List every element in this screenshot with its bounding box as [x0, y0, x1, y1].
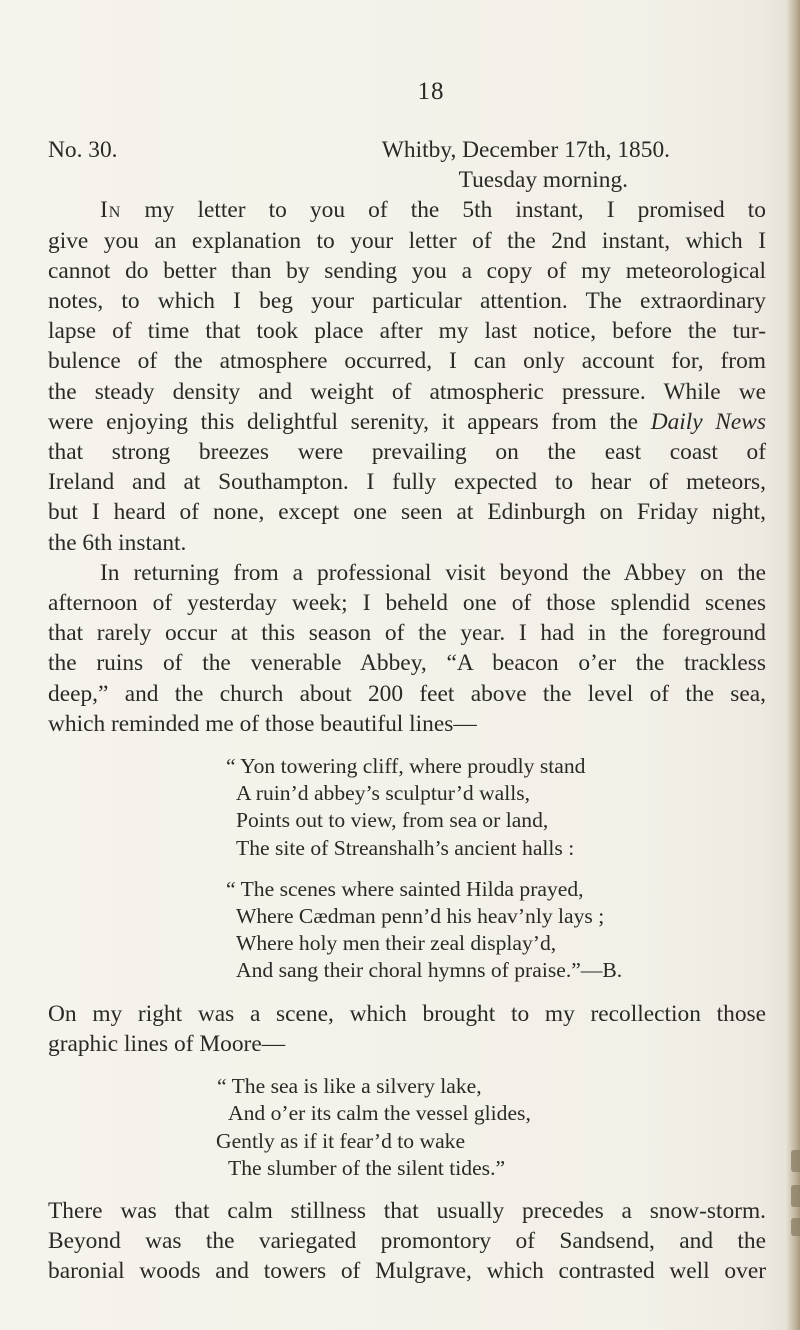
- paragraph-2: [48, 558, 766, 739]
- page-edge-shadow: [786, 0, 800, 1330]
- letter-place-date: Whitby, December 17th, 1850.: [381, 137, 670, 163]
- poem-line: The site of Streanshalh’s ancient halls :: [236, 835, 575, 860]
- letter-number: No. 30.: [48, 137, 118, 163]
- paragraph-line: baronial woods and towers of Mulgrave, which contrasted well over: [48, 1258, 766, 1285]
- paragraph-line: that strong breezes were prevailing on the east coast of: [48, 439, 766, 466]
- paragraph-line: lapse of time that took place after my last notice, before the tur-: [48, 318, 766, 345]
- page-number: 18: [417, 78, 445, 105]
- paragraph-line: Beyond was the variegated promontory of Sandsend, and the: [48, 1228, 766, 1255]
- poem-stanza-1: [48, 753, 766, 862]
- poem-line: “ The scenes where sainted Hilda prayed,: [226, 876, 584, 901]
- poem-line: And o’er its calm the vessel glides,: [228, 1101, 531, 1126]
- paragraph-line: bulence of the atmosphere occurred, I can only account for, from: [48, 348, 766, 375]
- poem-line: “ The sea is like a silvery lake,: [217, 1074, 482, 1099]
- poem-stanza-3: [48, 1073, 766, 1182]
- daily-news-title: Daily News: [650, 408, 766, 435]
- paragraph-line: In my letter to you of the 5th instant, I promised to: [100, 197, 766, 224]
- poem-stanza-2: [48, 876, 766, 985]
- edge-mark: [791, 1150, 800, 1172]
- paragraph-line: deep,” and the church about 200 feet above the level of the sea,: [48, 680, 766, 707]
- paragraph-line: the steady density and weight of atmospheric pressure. While we: [48, 378, 766, 405]
- paragraph-line: but I heard of none, except one seen at Edinburgh on Friday night,: [48, 499, 766, 526]
- paragraph-line: cannot do better than by sending you a copy of my meteorological: [48, 257, 766, 284]
- poem-line: A ruin’d abbey’s sculptur’d walls,: [236, 781, 531, 806]
- paragraph-1: [48, 195, 766, 557]
- paragraph-line: Ireland and at Southampton. I fully expected to hear of meteors,: [48, 469, 766, 496]
- paragraph-line: afternoon of yesterday week; I beheld one of those splendid scenes: [48, 590, 766, 617]
- letter-header: [48, 135, 766, 165]
- poem-line: Where holy men their zeal display’d,: [236, 931, 557, 956]
- paragraph-line: notes, to which I beg your particular attention. The extraordinary: [48, 288, 766, 315]
- poem-line: Gently as if it fear’d to wake: [216, 1128, 466, 1153]
- paragraph-3: [48, 999, 766, 1059]
- paragraph-line: the 6th instant.: [48, 529, 187, 556]
- paragraph-line: There was that calm stillness that usually precedes a snow-storm.: [48, 1197, 766, 1224]
- poem-line: Points out to view, from sea or land,: [236, 808, 549, 833]
- paragraph-line: which reminded me of those beautiful lines—: [48, 710, 477, 737]
- letter-day: Tuesday morning.: [458, 167, 628, 194]
- paragraph-line: In returning from a professional visit beyond the Abbey on the: [100, 559, 766, 586]
- edge-mark: [791, 1185, 800, 1207]
- poem-line: And sang their choral hymns of praise.”—B.: [236, 958, 623, 983]
- paragraph-line: graphic lines of Moore—: [48, 1030, 286, 1057]
- paragraph-line: were enjoying this delightful serenity, it appears from the Daily News: [48, 408, 766, 435]
- letter-body: [48, 135, 766, 1287]
- paragraph-line: the ruins of the venerable Abbey, “A beacon o’er the trackless: [48, 650, 766, 677]
- paragraph-line: give you an explanation to your letter of the 2nd instant, which I: [48, 227, 766, 254]
- paragraph-4: [48, 1196, 766, 1287]
- paragraph-line: On my right was a scene, which brought to my recollection those: [48, 1000, 766, 1027]
- paragraph-lead: In: [100, 197, 122, 224]
- paragraph-line: that rarely occur at this season of the year. I had in the foreground: [48, 620, 766, 647]
- poem-line: “ Yon towering cliff, where proudly stand: [226, 754, 586, 779]
- poem-line: The slumber of the silent tides.”: [228, 1155, 506, 1180]
- edge-mark: [791, 1218, 800, 1236]
- poem-line: Where Cædman penn’d his heav’nly lays ;: [236, 904, 605, 929]
